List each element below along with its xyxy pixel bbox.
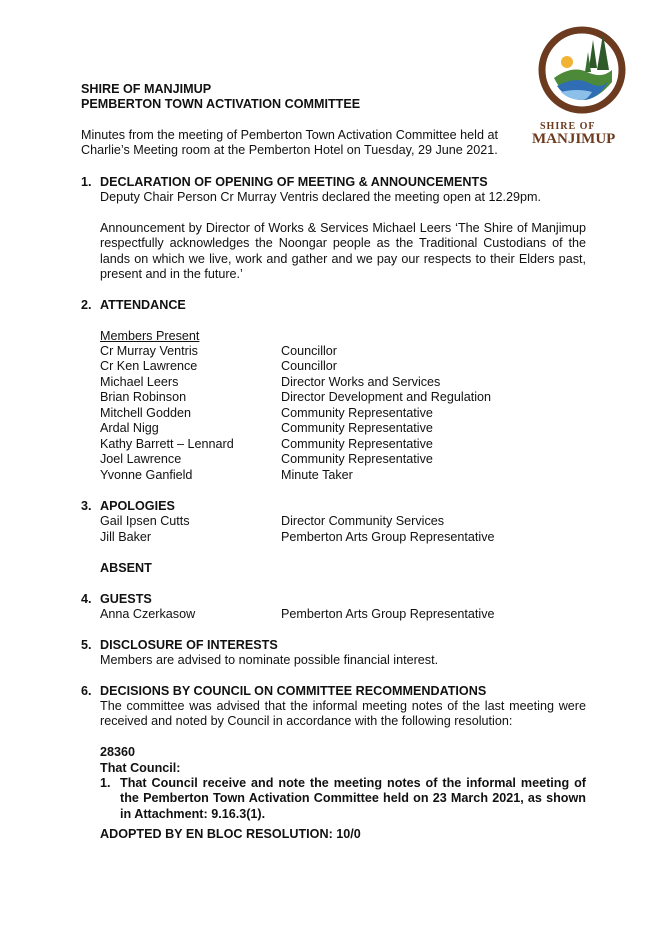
members-present-heading: Members Present — [100, 329, 200, 343]
apology-role: Pemberton Arts Group Representative — [281, 530, 495, 544]
member-name: Mitchell Godden — [100, 406, 192, 420]
committee-heading: PEMBERTON TOWN ACTIVATION COMMITTEE — [81, 97, 361, 111]
member-name: Cr Murray Ventris — [100, 344, 198, 358]
member-role: Councillor — [281, 344, 337, 358]
member-row — [100, 390, 620, 406]
resolution-item-text: That Council receive and note the meeting notes of the informal meeting of the Pemberton Town Activation Committee held on 23 March 2021, as shown in Attachment: 9.16.3(1). — [120, 776, 586, 821]
guest-name: Anna Czerkasow — [100, 607, 196, 621]
resolution-number: 28360 — [100, 745, 136, 759]
member-name: Yvonne Ganfield — [100, 468, 193, 482]
apology-role: Director Community Services — [281, 514, 445, 528]
member-row — [100, 375, 620, 391]
section-5-number: 5. — [81, 638, 92, 652]
member-name: Michael Leers — [100, 375, 179, 389]
section-1-number: 1. — [81, 175, 92, 189]
apology-row — [100, 530, 620, 546]
adopted-resolution: ADOPTED BY EN BLOC RESOLUTION: 10/0 — [100, 827, 361, 841]
member-row — [100, 421, 620, 437]
org-heading: SHIRE OF MANJIMUP — [81, 82, 212, 96]
section-4-number: 4. — [81, 592, 92, 606]
shire-logo — [527, 20, 637, 150]
section-6-number: 6. — [81, 684, 92, 698]
member-row — [100, 468, 620, 484]
section-4-title: GUESTS — [100, 592, 152, 606]
guest-row — [100, 607, 620, 623]
member-row — [100, 359, 620, 375]
member-name: Joel Lawrence — [100, 452, 182, 466]
member-name: Ardal Nigg — [100, 421, 159, 435]
resolution-item-number: 1. — [100, 776, 111, 790]
apology-row — [100, 514, 620, 530]
intro-text: Minutes from the meeting of Pemberton Town Activation Committee held at Charlie’s Meeting room at the Pemberton Hotel on Tuesday, 29 June 2021. — [81, 128, 498, 158]
guest-role: Pemberton Arts Group Representative — [281, 607, 495, 621]
section-3-title: APOLOGIES — [100, 499, 175, 513]
logo-shire-of: SHIRE OF — [540, 121, 596, 132]
member-role: Community Representative — [281, 437, 433, 451]
that-council: That Council: — [100, 761, 181, 775]
member-role: Community Representative — [281, 406, 433, 420]
member-name: Kathy Barrett – Lennard — [100, 437, 234, 451]
section-5-title: DISCLOSURE OF INTERESTS — [100, 638, 278, 652]
member-role: Minute Taker — [281, 468, 353, 482]
member-row — [100, 452, 620, 468]
member-name: Brian Robinson — [100, 390, 187, 404]
section-2-title: ATTENDANCE — [100, 298, 186, 312]
apology-name: Jill Baker — [100, 530, 152, 544]
section-6-text: The committee was advised that the informal meeting notes of the last meeting were received and noted by Council in accordance with the following resolution: — [100, 699, 586, 729]
apology-name: Gail Ipsen Cutts — [100, 514, 190, 528]
section-1-announcement: Announcement by Director of Works & Services Michael Leers ‘The Shire of Manjimup respectfully acknowledges the Noongar people as the Traditional Custodians of the lands on which we live, work and gather and we pay our respects to their Elders past, present and in the future.’ — [100, 221, 586, 282]
member-role: Community Representative — [281, 421, 433, 435]
member-row — [100, 437, 620, 453]
member-row — [100, 344, 620, 360]
absent-heading: ABSENT — [100, 561, 152, 575]
section-2-number: 2. — [81, 298, 92, 312]
member-role: Councillor — [281, 359, 337, 373]
member-row — [100, 406, 620, 422]
member-role: Community Representative — [281, 452, 433, 466]
section-5-text: Members are advised to nominate possible financial interest. — [100, 653, 439, 667]
section-6-title: DECISIONS BY COUNCIL ON COMMITTEE RECOMMENDATIONS — [100, 684, 487, 698]
member-name: Cr Ken Lawrence — [100, 359, 198, 373]
section-1-opening: Deputy Chair Person Cr Murray Ventris declared the meeting open at 12.29pm. — [100, 190, 542, 204]
member-role: Director Development and Regulation — [281, 390, 492, 404]
logo-manjimup: MANJIMUP — [532, 131, 616, 147]
section-3-number: 3. — [81, 499, 92, 513]
section-1-title: DECLARATION OF OPENING OF MEETING & ANNOUNCEMENTS — [100, 175, 488, 189]
member-role: Director Works and Services — [281, 375, 441, 389]
